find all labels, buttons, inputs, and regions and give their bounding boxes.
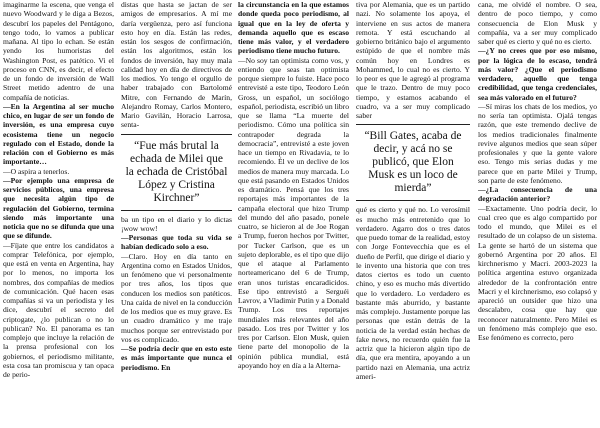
column-3 [238, 0, 349, 428]
interview-question: —¿La consecuencia de una degradación anterior? [478, 185, 597, 204]
paragraph: qué es cierto y qué no. Lo verosímil es mucho más entretenido que lo verdadero. Agarro dos o tres datos que puedo tomar de la realidad, estoy con Jorge Fontevecchia que es el dueño de Perfil, que dirige el diario y le invento una historia que con tres datos ciertos es todo un cuento chino, y eso es mucho más divertido que lo verdadero. Lo verdadero es bastante más aburrido, y bastante más complejo. Justamente porque las personas que están detrás de la noticia de la verdad están hechas de fake news, no recuerdo quién fue la actriz que la hicieron algún tipo de día, que era mentira, apoyando a un partido nazi en Alemania, una actriz ameri- [356, 205, 470, 381]
interview-question: —Personas que toda su vida se habían dedicado solo a eso. [121, 233, 232, 252]
column-1 [3, 0, 114, 428]
paragraph: —Claro. Hoy en día tanto en Argentina como en Estados Unidos, un fenómeno que vi personalmente por tres años, los tipos que conducen los medios son patéticos. Una caída de nivel en la conducción de los medios que es muy grave. Es un cuadro dramático y me traje muchos porque ser entrevistado por vos es complicado. [121, 251, 232, 344]
paragraph: —Sí miras los chats de los medios, yo no sería tan optimista. Ojalá tengas razón, que este tremendo declive de los medios tradicionales finalmente revive algunos medios que sean súper profesionales y que la gente valore eso. Tengo mis serias dudas y me parece que en parte Milei y Trump, son parte de este fenómeno. [478, 101, 597, 185]
paragraph: ba un tipo en el diario y lo dictas ¡wow wow! [121, 214, 232, 233]
interview-question: la circunstancia en la que estamos donde queda poco periodismo, al igual que en la ley de oferta y demanda aquello que es escaso tiene más valor, y el verdadero periodismo tiene mucho futuro. [238, 0, 349, 56]
paragraph: —Exactamente. Uno podría decir, lo cual creo que es algo compartido por todo el mundo, que Milei es el resultado de un colapso de un sistema. La gente se hartó de un sistema que gobernó Argentina por 20 años. El kirchnerismo y Macri. 2003-2023 la política argentina estuvo organizada alrededor de la confrontación entre Macri y el kirchnerismo, eso colapsó y apareció un outsider que hizo una descalabro, cosa que hay que reconocer naturalmente. Pero Milei es un fenómeno más complejo que eso. Ese fenómeno es correcto, pero [478, 203, 597, 342]
column-5 [478, 0, 597, 428]
paragraph: cana, me olvidé el nombre. O sea, dentro de poco tiempo, y como consecuencia de Elon Musk y compañía, va a ser muy complicado saber qué es cierto y qué no es cierto. [478, 0, 597, 46]
paragraph: —Fíjate que entre los candidatos a comprar Telefónica, por ejemplo, que está en venta en Argentina, hay por lo menos, no importa los nombres, dos compañías de medios de comunicación. Qué hacen esas compañías si va un periodista y les dice, descubrí el secreto del criptogate, ¿lo publican o no lo publican? No. El panorama es tan complejo que incluye la relación de la prensa profesional con los gobiernos, el periodismo militante, esta cosa tan promiscua y tan opaca de perio- [3, 240, 114, 379]
interview-question: —Por ejemplo una empresa de servicios públicos, una empresa que necesita algún tipo de regulación del Gobierno, termina siendo más importante una noticia que no se difunda que una que se difunde. [3, 175, 114, 241]
column-2 [121, 0, 232, 428]
paragraph: tiva por Alemania, que es un partido nazi. No solamente los apoya, el interviene en sus actos de manera remota. Y está escuchando al gobierno británico bajo el argumento estúpido de que el nombre más común hoy en Londres es Mohammed, lo cual no es cierto. Y lo peor es que le agregó al programa que le trazo. Dentro de muy poco tiempo, y estamos acabando el cuadro, va a ser muy complicado saber [356, 0, 470, 120]
paragraph: distas que hasta se jactan de ser amigos de empresarios. A mí me daría vergüenza, pero así funciona esto hoy en día. Están las redes, están los sesgos de confirmación, están los algoritmos, están los fondos de inversión, hay muy mala calidad hoy en día de directivos de los medios. Yo tengo el orgullo de haber trabajado con Bartolomé Mitre, con Fernando de Marín, Alejandro Romay, Carlos Montero, Mario Gavilán, Horacio Larrosa, senta- [121, 0, 232, 130]
interview-question: —Se podría decir que en esto este es más importante que nunca el periodismo. En [121, 344, 232, 372]
paragraph: —No soy tan optimista como vos, y entiendo que seas tan optimista porque siempre lo fuiste. Hace poco entrevisté a este tipo, Teodoro León Gross, un español, un sociólogo español, periodista, escribió un libro que se llama “La muerte del periodismo. Cómo una política sin contrapoder degrada la democracia”, entrevisté a este joven hace un tiempo en Rivadavia, te lo recomiendo. Él ve un declive de los medios de manera muy marcada. Lo que está pasando en Estados Unidos es dramático. Pensá que los tres reportajes más importantes de la campaña electoral que hizo Trump del mundo del año pasado, ponele cuatro, se hicieron al de Joe Rogan a Trump, fueron hechos por Twitter, por Tucker Carlson, que es un sujeto deplorable, es el tipo que dijo que el ataque al Parlamento norteamericano del 6 de Trump, eran unos turistas encaradicidos. Ese tipo entrevistó a Serguéi Lavrov, a Vladimir Putin y a Donald Trump. Los tres reportajes mundiales más relevantes del año pasado. Los tres por Twitter y los tres por Carlson. Elon Musk, quien tiene parte del monopolio de la opinión pública mundial, está apoyando hoy en día a la Alterna- [238, 55, 349, 370]
pull-quote-milei: “Fue más brutal la echada de Milei que la echada de Cristóbal López y Cristina Kirchner” [121, 134, 232, 211]
column-4 [356, 0, 470, 428]
paragraph: imaginarme la escena, que venga el nuevo Woodward y le diga a Bezos, descubrí los papeles del Pentágono, tengo todo, lo vamos a publicar mañana. Al tipo lo echan. Se están yendo los humoristas del Washington Post, es patético. Vi el proceso en CNN, es decir, el efecto de un fondo de inversión de Wall Street metido adentro de una compañía de noticias. [3, 0, 114, 102]
interview-question: —¿Y no crees que por eso mismo, por la lógica de lo escaso, tendrá más valor? ¿Que el periodismo verdadero, aquello que tenga credibilidad, que tenga credenciales, sea más valorado en el futuro? [478, 46, 597, 102]
paragraph: —O aspira a tenerlos. [3, 166, 70, 176]
pull-quote-bill-gates: “Bill Gates, acaba de decir, y acá no se publicó, que Elon Musk es un loco de mierda” [356, 124, 470, 201]
interview-question: —En la Argentina al ser mucho chico, en lugar de ser un fondo de inversión, es una empresa cuyo ecosistema tiene un negocio regulado con el Estado, donde la relación con el Gobierno es más importante… [3, 101, 114, 167]
